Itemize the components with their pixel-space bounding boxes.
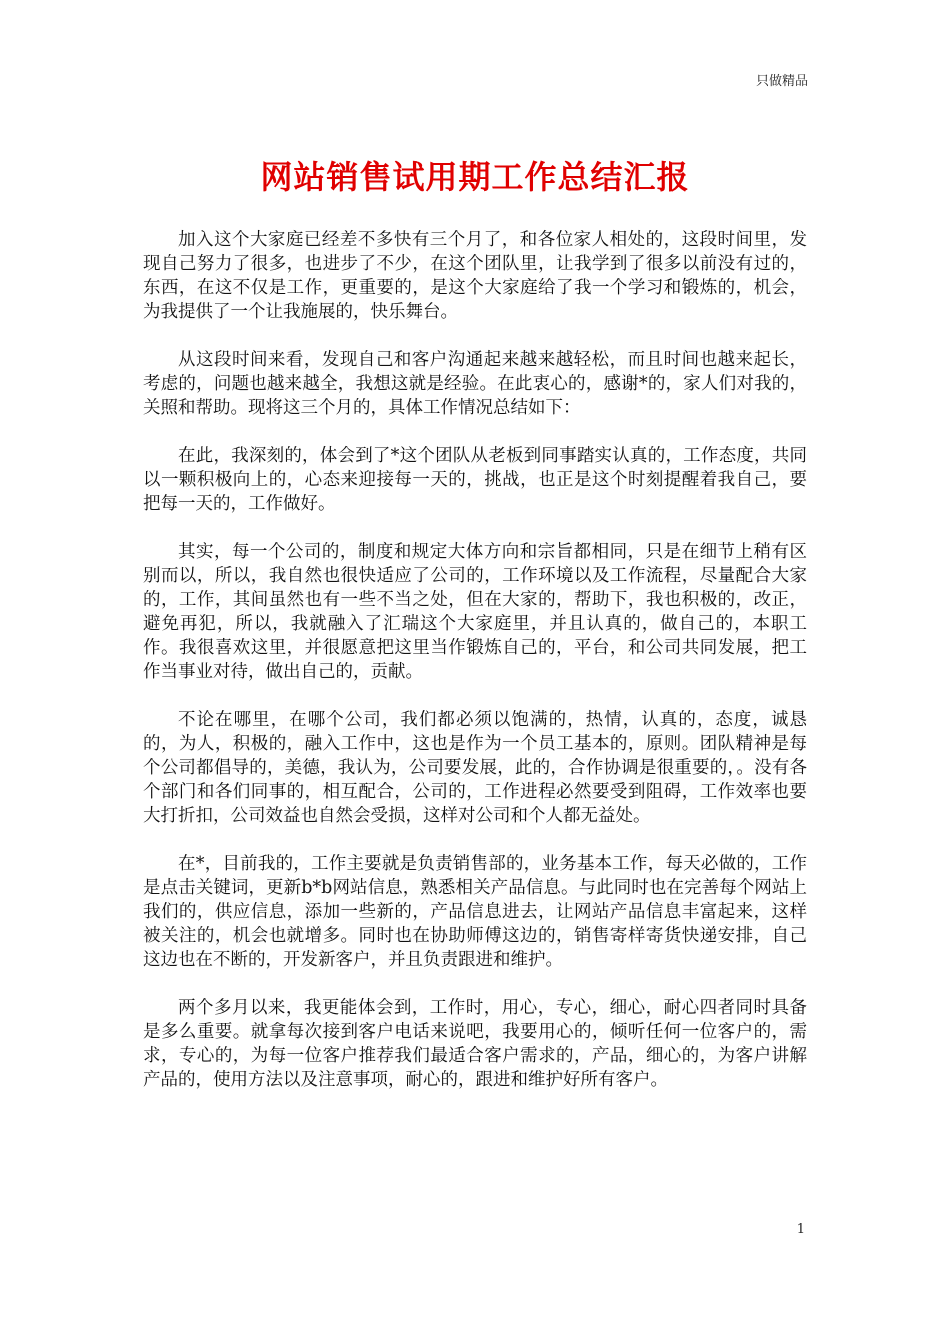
paragraph-4: 其实，每一个公司的，制度和规定大体方向和宗旨都相同，只是在细节上稍有区别而以，所以，我自然也很快适应了公司的，工作环境以及工作流程，尽量配合大家的，工作，其间虽然也有一些不当之处，但在大家的，帮助下，我也积极的，改正，避免再犯，所以，我就融入了汇瑞这个大家庭里，并且认真的，做自己的，本职工作。我很喜欢这里，并很愿意把这里当作锻炼自己的，平台，和公司共同发展，把工作当事业对待，做出自己的，贡献。	[143, 542, 807, 682]
paragraph-3: 在此，我深刻的，体会到了*这个团队从老板到同事踏实认真的，工作态度，共同以一颗积极向上的，心态来迎接每一天的，挑战，也正是这个时刻提醒着我自己，要把每一天的，工作做好。	[143, 446, 807, 514]
document-body	[143, 228, 807, 1116]
paragraph-6: 在*，目前我的，工作主要就是负责销售部的，业务基本工作，每天必做的，工作是点击关键词，更新b*b网站信息，熟悉相关产品信息。与此同时也在完善每个网站上我们的，供应信息，添加一些新的，产品信息进去，让网站产品信息丰富起来，这样被关注的，机会也就增多。同时也在协助师傅这边的，销售寄样寄货快递安排，自己这边也在不断的，开发新客户，并且负责跟进和维护。	[143, 854, 807, 970]
paragraph-7: 两个多月以来，我更能体会到，工作时，用心，专心，细心，耐心四者同时具备是多么重要。就拿每次接到客户电话来说吧，我要用心的，倾听任何一位客户的，需求，专心的，为每一位客户推荐我们最适合客户需求的，产品，细心的，为客户讲解产品的，使用方法以及注意事项，耐心的，跟进和维护好所有客户。	[143, 998, 807, 1090]
paragraph-2: 从这段时间来看，发现自己和客户沟通起来越来越轻松，而且时间也越来起长，考虑的，问题也越来越全，我想这就是经验。在此衷心的，感谢*的，家人们对我的，关照和帮助。现将这三个月的，具体工作情况总结如下：	[143, 350, 807, 418]
paragraph-1: 加入这个大家庭已经差不多快有三个月了，和各位家人相处的，这段时间里，发现自己努力了很多，也进步了不少，在这个团队里，让我学到了很多以前没有过的，东西，在这不仅是工作，更重要的，是这个大家庭给了我一个学习和锻炼的，机会，为我提供了一个让我施展的，快乐舞台。	[143, 230, 807, 322]
document-title: 网站销售试用期工作总结汇报	[260, 158, 690, 196]
page-number: 1	[796, 1222, 805, 1237]
paragraph-5: 不论在哪里，在哪个公司，我们都必须以饱满的，热情，认真的，态度，诚恳的，为人，积极的，融入工作中，这也是作为一个员工基本的，原则。团队精神是每个公司都倡导的，美德，我认为，公司要发展，此的，合作协调是很重要的，。没有各个部门和各们同事的，相互配合，公司的，工作进程必然要受到阻碍，工作效率也要大打折扣，公司效益也自然会受损，这样对公司和个人都无益处。	[143, 710, 807, 826]
header-note: 只做精品	[755, 74, 808, 89]
